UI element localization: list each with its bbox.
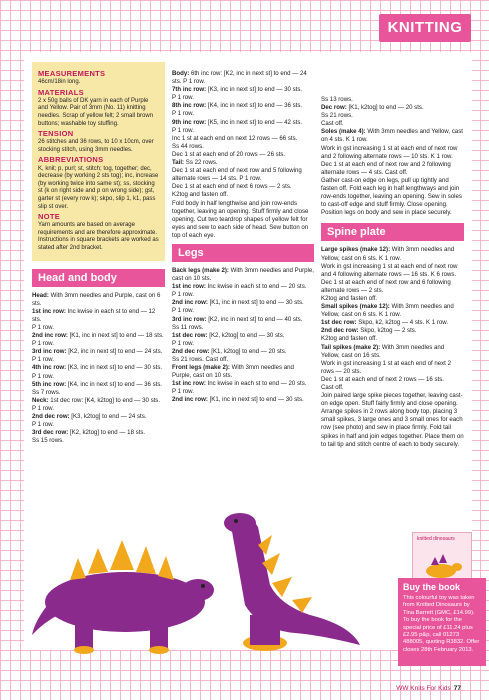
instruction-line: Cast off. <box>321 120 344 128</box>
instruction-line: 2nd inc row: [K1, inc in next st] to end — 30 sts. <box>172 299 304 307</box>
instruction-line: Dec 1 st at each end of next row and 5 following alternate rows — 14 sts. P 1 row. <box>172 167 302 183</box>
spine-plate-heading: Spine plate <box>321 223 464 241</box>
materials-text: 2 x 50g balls of DK yarn in each of Purple and Yellow. Pair of 3mm (No. 11) knitting needles. Scrap of yellow felt; 2 small brown buttons; washable toy stuffing. <box>38 97 154 127</box>
instruction-line: Dec 1 st at each end of 20 rows — 26 sts. <box>172 150 286 158</box>
instruction-line: P 1 row. <box>32 404 54 412</box>
instruction-line: Neck: 1st dec row: [K4, k2tog] to end — 30 sts. <box>32 396 161 404</box>
instruction-line: 2nd inc row: [K1, inc in next st] to end — 18 sts. <box>32 332 164 340</box>
instruction-line: 2nd dec row: [K3, k2tog] to end — 24 sts. <box>32 412 147 420</box>
instruction-line: 2nd dec row: Skpo, k2tog — 2 sts. <box>321 327 417 335</box>
instruction-line: 1st dec row: [K2, k2tog] to end — 30 sts. <box>172 331 285 339</box>
instruction-line: Dec 1 st at each end of next 2 rows — 16 sts. <box>321 375 444 383</box>
instruction-line: 4th inc row: [K3, inc in next st] to end — 30 sts. <box>32 364 163 372</box>
buy-book-text: This colourful toy was taken from Knitted Dinosaurs by Tina Barrett (GMC, £14.99). To buy the book for the special price of £11.24 plus £2.95 p&p, call 01273 488005, quoting R3832. Offer closes 28th February 2013. <box>403 595 480 653</box>
instruction-line: P 1 row. <box>32 372 54 380</box>
instruction-line: K2tog and fasten off. <box>321 335 378 343</box>
instruction-line: 5th inc row: [K4, inc in next st] to end — 36 sts. <box>32 380 163 388</box>
instruction-line: Body: 6th inc row: [K2, inc in next st] to end — 24 sts. P 1 row. <box>172 70 307 86</box>
instruction-line: Fold body in half lengthwise and join row-ends together, leaving an opening. Stuff firmly and close opening. Cut two teardrop shapes of yellow felt for eyes and sew to each side of head. Sew button on top of each eye. <box>172 199 309 239</box>
instruction-line: 1st inc row: Inc kwise in each st to end — 20 sts. <box>172 380 307 388</box>
tension-text: 26 stitches and 36 rows, to 10 x 10cm, over stocking stitch, using 3mm needles. <box>38 139 154 153</box>
instruction-line: Soles (make 4): With 3mm needles and Yellow, cast on 4 sts. K 1 row. <box>321 128 463 144</box>
instruction-line: Work in gst increasing 1 st at each end of next 2 rows — 20 sts. <box>321 359 451 375</box>
note-heading: NOTE <box>38 212 61 222</box>
materials-heading: MATERIALS <box>38 87 84 97</box>
buy-book-heading: Buy the book <box>403 582 461 592</box>
instruction-line: 2nd inc row: [K1, inc in next st] to end — 30 sts. <box>172 396 304 404</box>
instruction-line: Ss 11 rows. <box>172 323 204 331</box>
abbreviations-text: K, knit; p, purl; st, stitch; tog, together; dec, decrease (by working 2 sts tog); inc, increase (by working twice into same st); ss, stocking st (k on right side and p on wrong side); gst, garter st (every row k); skpo, slip 1, k1, pass slip st over. <box>38 165 159 210</box>
column-2 <box>172 70 314 405</box>
instruction-line: Ss 15 rows. <box>32 437 64 445</box>
head-body-heading: Head and body <box>32 269 165 287</box>
instruction-line: Ss 21 rows. <box>321 112 353 120</box>
instruction-line: P 1 row. <box>172 94 194 102</box>
instruction-line: 8th inc row: [K4, inc in next st] to end — 36 sts. <box>172 102 303 110</box>
legs-heading: Legs <box>172 244 314 262</box>
instruction-line: P 1 row. <box>172 339 194 347</box>
instruction-line: 1st dec row: Skpo, k2, k2tog — 4 sts. K 1 row. <box>321 319 449 327</box>
instruction-line: P 1 row. <box>32 340 54 348</box>
abbreviations-heading: ABBREVIATIONS <box>38 155 104 165</box>
instruction-line: Ss 44 rows. <box>172 142 204 150</box>
legs-continued-instructions <box>321 96 464 217</box>
note-text: Yarn amounts are based on average requirements and are therefore approximate. Instructions in square brackets are worked as stated after 2nd bracket. <box>38 222 159 251</box>
instruction-line: Small spikes (make 12): With 3mm needles and Yellow, cast on 6 sts. K 1 row. <box>321 303 454 319</box>
column-1 <box>32 62 165 445</box>
instruction-line: Cast off. <box>321 384 344 391</box>
dinosaur-photo-left <box>30 510 220 660</box>
body-instructions <box>172 70 314 240</box>
head-body-instructions <box>32 292 165 446</box>
instruction-line: 3rd inc row: [K2, inc in next st] to end — 24 sts. <box>32 348 163 356</box>
column-3 <box>321 96 464 449</box>
dinosaur-photo-right <box>200 505 370 660</box>
spine-plate-instructions <box>321 246 464 448</box>
instruction-line: Front legs (make 2): With 3mm needles and Purple, cast on 10 sts. <box>172 364 294 380</box>
instruction-line: P 1 row. <box>172 110 194 118</box>
instruction-line: Gather cast-on edge on legs, pull up tightly and fasten off. Fold each leg in half lengthways and join row-ends together, leaving an opening. Sew in soles to cast-off edge and stuff firmly. Close opening. Position legs on body and sew in place securely. <box>321 176 462 217</box>
instruction-line: Ss 7 rows. <box>32 388 61 396</box>
instruction-line: Inc 1 st at each end on next 12 rows — 66 sts. <box>172 134 298 142</box>
page-number: 77 <box>453 685 461 692</box>
instruction-line: Head: With 3mm needles and Purple, cast on 6 sts. <box>32 291 161 307</box>
instruction-line: Ss 21 rows. Cast off. <box>172 356 229 363</box>
instruction-line: Work in gst increasing 1 st at each end of next row and 2 following alternate rows — 10 sts. K 1 row. <box>321 144 458 160</box>
instruction-line: K2tog and fasten off. <box>172 191 229 199</box>
buy-the-book-box <box>398 578 486 666</box>
book-cover-title: knitted dinosaurs <box>417 536 455 542</box>
instruction-line: P 1 row. <box>172 126 194 134</box>
legs-instructions <box>172 267 314 405</box>
instruction-line: 1st inc row: Inc kwise in each st to end — 20 sts. <box>172 283 307 291</box>
instruction-line: Dec 1 st at each end of next 6 rows — 2 sts. <box>172 183 292 191</box>
instruction-line: Work in gst increasing 1 st at each end of next row and 4 following alternate rows — 16 sts. K 6 rows. <box>321 262 458 278</box>
tension-heading: TENSION <box>38 129 74 139</box>
instruction-line: Back legs (make 2): With 3mm needles and Purple, cast on 10 sts. <box>172 266 314 283</box>
instruction-line: Dec 1 st at each end of next row and 2 following alternate rows — 4 sts. Cast off. <box>321 160 451 176</box>
measurements-heading: MEASUREMENTS <box>38 69 106 78</box>
instruction-line: Large spikes (make 12): With 3mm needles and Yellow, cast on 6 sts. K 1 row. <box>321 246 455 262</box>
magazine-name: WW Knits For Kids <box>396 685 451 692</box>
page-footer <box>396 685 461 692</box>
instruction-line: K2tog and fasten off. <box>321 294 378 302</box>
instruction-line: Tail spikes (make 2): With 3mm needles and Yellow, cast on 16 sts. <box>321 343 445 359</box>
instruction-line: Tail: Ss 22 rows. <box>172 159 218 167</box>
section-tag: KNITTING <box>379 14 471 42</box>
instruction-line: P 1 row. <box>32 421 54 429</box>
instruction-line: 3rd inc row: [K2, inc in next st] to end — 40 sts. <box>172 315 303 323</box>
instruction-line: Join paired large spike pieces together, leaving cast-on edge open. Stuff fairly firmly and close opening. Arrange spikes in 2 rows along body top, placing 3 small spikes, 3 large ones and 3 small ones for each row (see photo) and sew in place firmly. Fold tail spikes in half and join edges together. Place them on to tail tip and stitch centre of each to body securely. <box>321 392 464 448</box>
instruction-line: Dec 1 st at each end of next row and 6 following alternate rows — 2 sts. <box>321 278 451 294</box>
instruction-line: Ss 13 rows. <box>321 96 353 103</box>
instruction-line: 3rd dec row: [K2, k2tog] to end — 18 sts. <box>32 429 146 437</box>
instruction-line: P 1 row. <box>32 356 54 364</box>
instruction-line: 9th inc row: [K5, inc in next st] to end — 42 sts. <box>172 118 303 126</box>
instruction-line: 7th inc row: [K3, inc in next st] to end — 30 sts. <box>172 86 303 94</box>
measurements-text: 46cm/18in long. <box>38 79 81 86</box>
instruction-line: 1st inc row: Inc kwise in each st to end — 12 sts. <box>32 307 156 323</box>
instruction-line: P 1 row. <box>172 388 194 396</box>
instruction-line: Dec row: [K1, k2tog] to end — 20 sts. <box>321 104 424 112</box>
instruction-line: P 1 row. <box>172 291 194 299</box>
instruction-line: P 1 row. <box>172 307 194 315</box>
info-box <box>32 62 165 261</box>
instruction-line: P 1 row. <box>32 323 54 331</box>
instruction-line: 2nd dec row: [K1, k2tog] to end — 20 sts. <box>172 347 287 355</box>
